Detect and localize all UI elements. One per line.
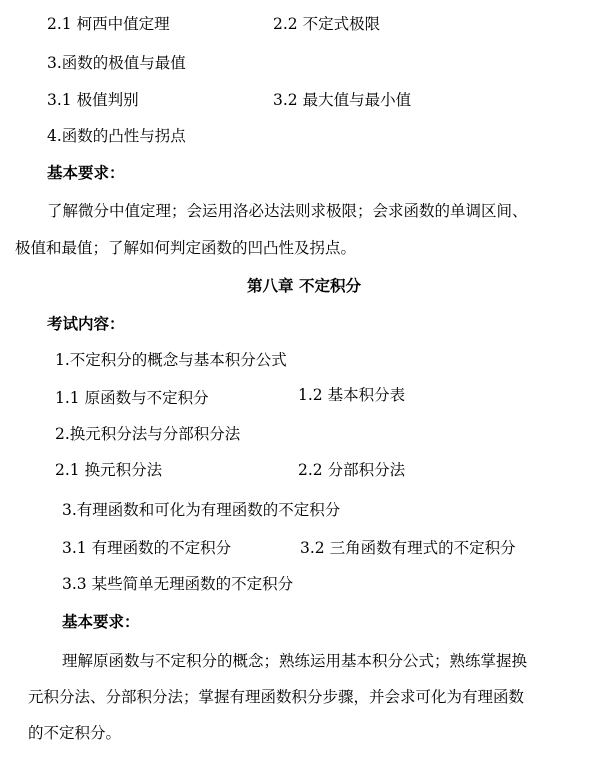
ch8-subitem-3-1: 3.1 有理函数的不定积分 (62, 539, 232, 557)
ch8-item-2: 2.换元积分法与分部积分法 (55, 425, 241, 443)
subitem-3-2: 3.2 最大值与最小值 (273, 91, 412, 109)
ch8-subitem-2-1: 2.1 换元积分法 (55, 461, 163, 479)
ch8-requirements-text-line-1: 理解原函数与不定积分的概念；熟练运用基本积分公式；熟练掌握换 (62, 652, 528, 670)
ch8-requirements-text-line-3: 的不定积分。 (28, 724, 122, 742)
requirements-text-line-1: 了解微分中值定理；会运用洛必达法则求极限；会求函数的单调区间、 (47, 202, 528, 220)
ch8-subitem-1-1: 1.1 原函数与不定积分 (55, 389, 209, 407)
ch8-subitem-3-2: 3.2 三角函数有理式的不定积分 (300, 539, 516, 557)
ch8-subitem-3-3: 3.3 某些简单无理函数的不定积分 (62, 575, 294, 593)
subitem-3-1: 3.1 极值判别 (47, 91, 139, 109)
ch8-item-3: 3.有理函数和可化为有理函数的不定积分 (62, 501, 341, 519)
subitem-2-1: 2.1 柯西中值定理 (47, 15, 170, 33)
subitem-2-2: 2.2 不定式极限 (273, 15, 381, 33)
item-4: 4.函数的凸性与拐点 (47, 127, 186, 145)
ch8-subitem-2-2: 2.2 分部积分法 (298, 461, 406, 479)
requirements-text-line-2: 极值和最值；了解如何判定函数的凹凸性及拐点。 (15, 239, 357, 257)
ch8-subitem-1-2: 1.2 基本积分表 (298, 386, 406, 404)
ch8-requirements-text-line-2: 元积分法、分部积分法；掌握有理函数积分步骤，并会求可化为有理函数 (28, 688, 525, 706)
ch8-requirements-heading: 基本要求： (62, 613, 140, 631)
exam-content-heading: 考试内容： (47, 315, 125, 333)
requirements-heading: 基本要求： (47, 164, 125, 182)
ch8-item-1: 1.不定积分的概念与基本积分公式 (55, 351, 287, 369)
chapter-title: 第八章 不定积分 (247, 277, 361, 295)
item-3: 3.函数的极值与最值 (47, 54, 186, 72)
